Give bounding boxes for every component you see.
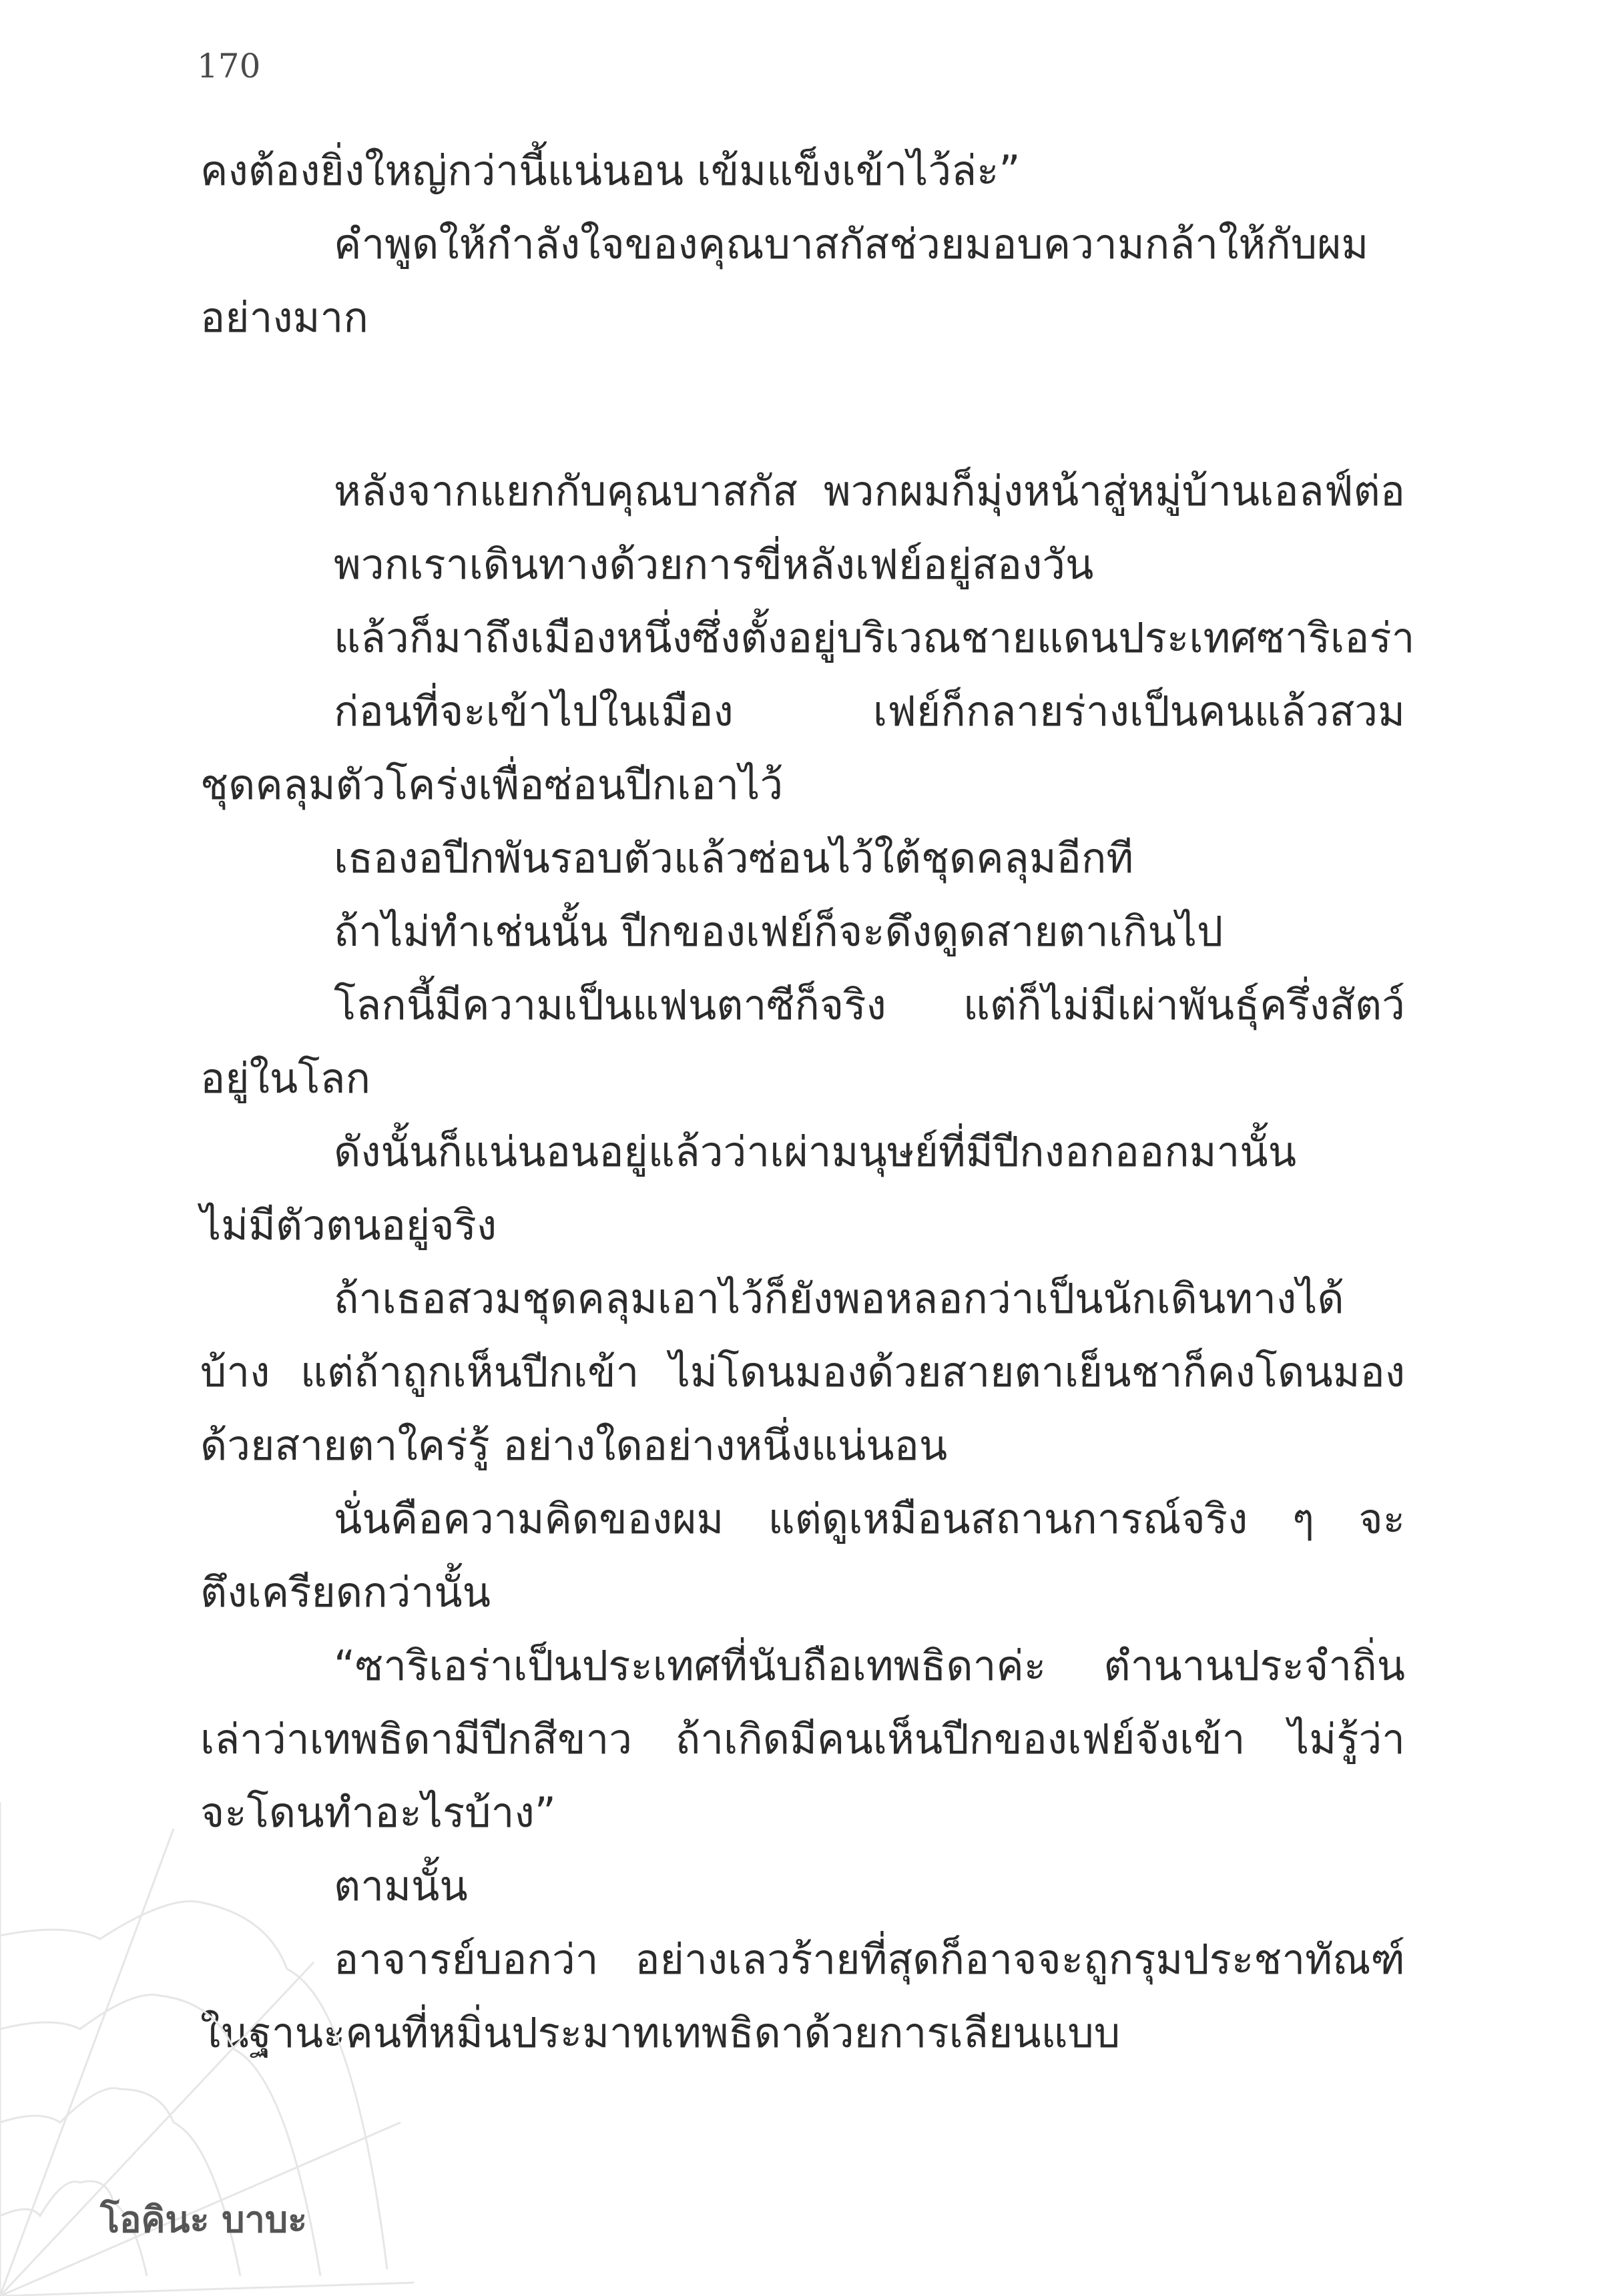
- text-line: “ซาริเอร่าเป็นประเทศที่นับถือเทพธิดาค่ะ ตำนานประจำถิ่น: [334, 1641, 1405, 1690]
- text-line: ด้วยสายตาใคร่รู้ อย่างใดอย่างหนึ่งแน่นอน: [200, 1421, 948, 1470]
- text-line: นั่นคือความคิดของผม แต่ดูเหมือนสถานการณ์จริง ๆ จะ: [334, 1494, 1405, 1543]
- page-number: 170: [197, 47, 261, 85]
- text-line: บ้าง แต่ถ้าถูกเห็นปีกเข้า ไม่โดนมองด้วยสายตาเย็นชาก็คงโดนมอง: [200, 1348, 1405, 1396]
- text-line: อยู่ในโลก: [200, 1054, 371, 1103]
- text-line: อาจารย์บอกว่า อย่างเลวร้ายที่สุดก็อาจจะถูกรุมประชาทัณฑ์: [334, 1935, 1405, 1984]
- text-line: คงต้องยิ่งใหญ่กว่านี้แน่นอน เข้มแข็งเข้าไว้ล่ะ”: [200, 146, 1021, 195]
- text-line: ถ้าไม่ทำเช่นนั้น ปีกของเฟย์ก็จะดึงดูดสายตาเกินไป: [334, 907, 1224, 956]
- text-line: พวกเราเดินทางด้วยการขี่หลังเฟย์อยู่สองวัน: [334, 540, 1094, 589]
- text-line: ก่อนที่จะเข้าไปในเมือง เฟย์ก็กลายร่างเป็นคนแล้วสวม: [334, 687, 1405, 736]
- text-line: ดังนั้นก็แน่นอนอยู่แล้วว่าเผ่ามนุษย์ที่มีปีกงอกออกมานั้น: [334, 1127, 1297, 1176]
- author-footer: โอคินะ บาบะ: [100, 2199, 308, 2241]
- text-line: จะโดนทำอะไรบ้าง”: [200, 1788, 556, 1837]
- text-line: ถ้าเธอสวมชุดคลุมเอาไว้ก็ยังพอหลอกว่าเป็นนักเดินทางได้: [334, 1274, 1344, 1323]
- text-line: ในฐานะคนที่หมิ่นประมาทเทพธิดาด้วยการเลียนแบบ: [200, 2008, 1121, 2057]
- text-line: แล้วก็มาถึงเมืองหนึ่งซึ่งตั้งอยู่บริเวณชายแดนประเทศซาริเอร่า: [334, 613, 1415, 662]
- text-line: ชุดคลุมตัวโคร่งเพื่อซ่อนปีกเอาไว้: [200, 760, 784, 809]
- text-line: อย่างมาก: [200, 293, 368, 342]
- text-line: คำพูดให้กำลังใจของคุณบาสกัสช่วยมอบความกล้าให้กับผม: [334, 220, 1369, 268]
- text-line: ตามนั้น: [334, 1861, 468, 1910]
- text-line: เล่าว่าเทพธิดามีปีกสีขาว ถ้าเกิดมีคนเห็นปีกของเฟย์จังเข้า ไม่รู้ว่า: [200, 1715, 1405, 1763]
- text-line: ไม่มีตัวตนอยู่จริง: [200, 1201, 497, 1249]
- text-line: หลังจากแยกกับคุณบาสกัส พวกผมก็มุ่งหน้าสู่หมู่บ้านเอลฟ์ต่อ: [334, 467, 1405, 515]
- text-line: ตึงเครียดกว่านั้น: [200, 1568, 491, 1617]
- text-line: เธองอปีกพันรอบตัวแล้วซ่อนไว้ใต้ชุดคลุมอีกที: [334, 834, 1134, 882]
- text-line: โลกนี้มีความเป็นแฟนตาซีก็จริง แต่ก็ไม่มีเผ่าพันธุ์ครึ่งสัตว์: [334, 980, 1405, 1029]
